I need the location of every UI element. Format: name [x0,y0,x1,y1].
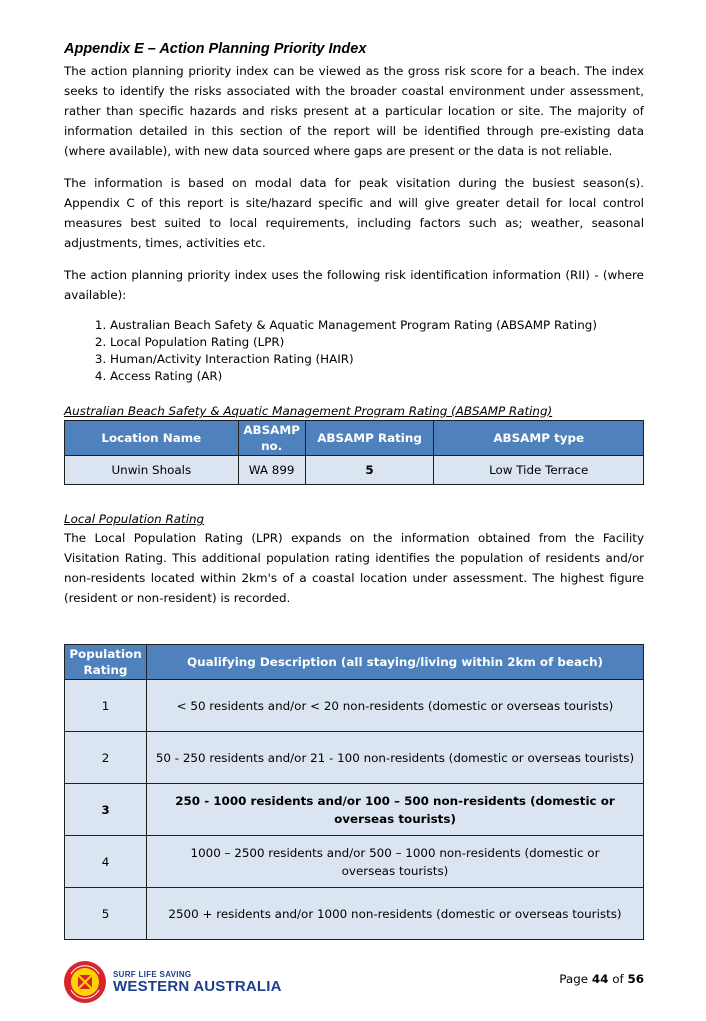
table-row-highlighted [65,784,644,836]
intro-paragraph: The action planning priority index can be viewed as the gross risk score for a beach. The index seeks to identify the risks associated with the broader coastal environment under assessment, rather than specific hazards and risks present at a particular location or site. The majority of information detailed in this section of the report will be identified through pre-existing data (where available), with new data sourced where gaps are present or the data is not reliable. [64,64,644,158]
description-cell: < 50 residents and/or < 20 non-residents (domestic or overseas tourists) [146,680,643,732]
rating-cell: 1 [65,680,147,732]
description-cell: 1000 – 2500 residents and/or 500 – 1000 non-residents (domestic or overseas tourists) [146,836,643,888]
page-total: 56 [627,972,644,986]
slswa-logo [63,960,282,1004]
table-row [65,836,644,888]
page-footer [0,958,706,1008]
logo-line2: WESTERN AUSTRALIA [113,977,282,995]
page-number [559,972,644,986]
column-header: ABSAMP no. [238,421,305,456]
table-row [65,680,644,732]
appendix-heading: Appendix E – Action Planning Priority Index [64,41,367,57]
logo-line1: SURF LIFE SAVING [113,969,192,979]
modal-data-paragraph: The information is based on modal data for peak visitation during the busiest season(s). Appendix C of this report is site/hazard specific and will give greater detail for local control measures best suited to local requirements, including factors such as; weather, seasonal adjustments, times, activities etc. [64,176,644,250]
rii-intro-paragraph: The action planning priority index uses the following risk identification information (RII) - (where available): [64,268,644,302]
rii-list-item: 4. Access Rating (AR) [110,368,644,385]
rating-cell: 5 [65,888,147,940]
rii-list [64,317,644,385]
lpr-header-row [65,645,644,680]
rii-list-item: 3. Human/Activity Interaction Rating (HAIR) [110,351,644,368]
page-of: of [612,972,624,986]
absamp-table [64,420,644,485]
absamp-section-title: Australian Beach Safety & Aquatic Management Program Rating (ABSAMP Rating) [64,404,553,418]
column-header: ABSAMP type [434,421,644,456]
rating-cell: 3 [65,784,147,836]
lpr-section-title: Local Population Rating [64,512,205,526]
lpr-table [64,644,644,940]
table-row [65,456,644,485]
rating-cell: 2 [65,732,147,784]
rating-cell: 4 [65,836,147,888]
rii-list-item: 2. Local Population Rating (LPR) [110,334,644,351]
column-header: Qualifying Description (all staying/living within 2km of beach) [146,645,643,680]
description-cell: 2500 + residents and/or 1000 non-residents (domestic or overseas tourists) [146,888,643,940]
table-row [65,888,644,940]
column-header: Population Rating [65,645,147,680]
column-header: Location Name [65,421,239,456]
column-header: ABSAMP Rating [305,421,434,456]
absamp-header-row [65,421,644,456]
absamp-no-cell: WA 899 [238,456,305,485]
description-cell: 50 - 250 residents and/or 21 - 100 non-residents (domestic or overseas tourists) [146,732,643,784]
table-row [65,732,644,784]
rii-list-item: 1. Australian Beach Safety & Aquatic Management Program Rating (ABSAMP Rating) [110,317,644,334]
page-body [64,40,644,940]
slswa-badge-icon [63,960,107,1004]
lpr-description: The Local Population Rating (LPR) expands on the information obtained from the Facility Visitation Rating. This additional population rating identifies the population of residents and/or non-residents located within 2km's of a coastal location under assessment. The highest figure (resident or non-resident) is recorded. [64,531,644,605]
absamp-type-cell: Low Tide Terrace [434,456,644,485]
absamp-rating-cell: 5 [305,456,434,485]
description-cell: 250 - 1000 residents and/or 100 – 500 non-residents (domestic or overseas tourists) [146,784,643,836]
location-name-cell: Unwin Shoals [65,456,239,485]
page-current: 44 [591,972,609,986]
page-prefix: Page [559,972,589,986]
